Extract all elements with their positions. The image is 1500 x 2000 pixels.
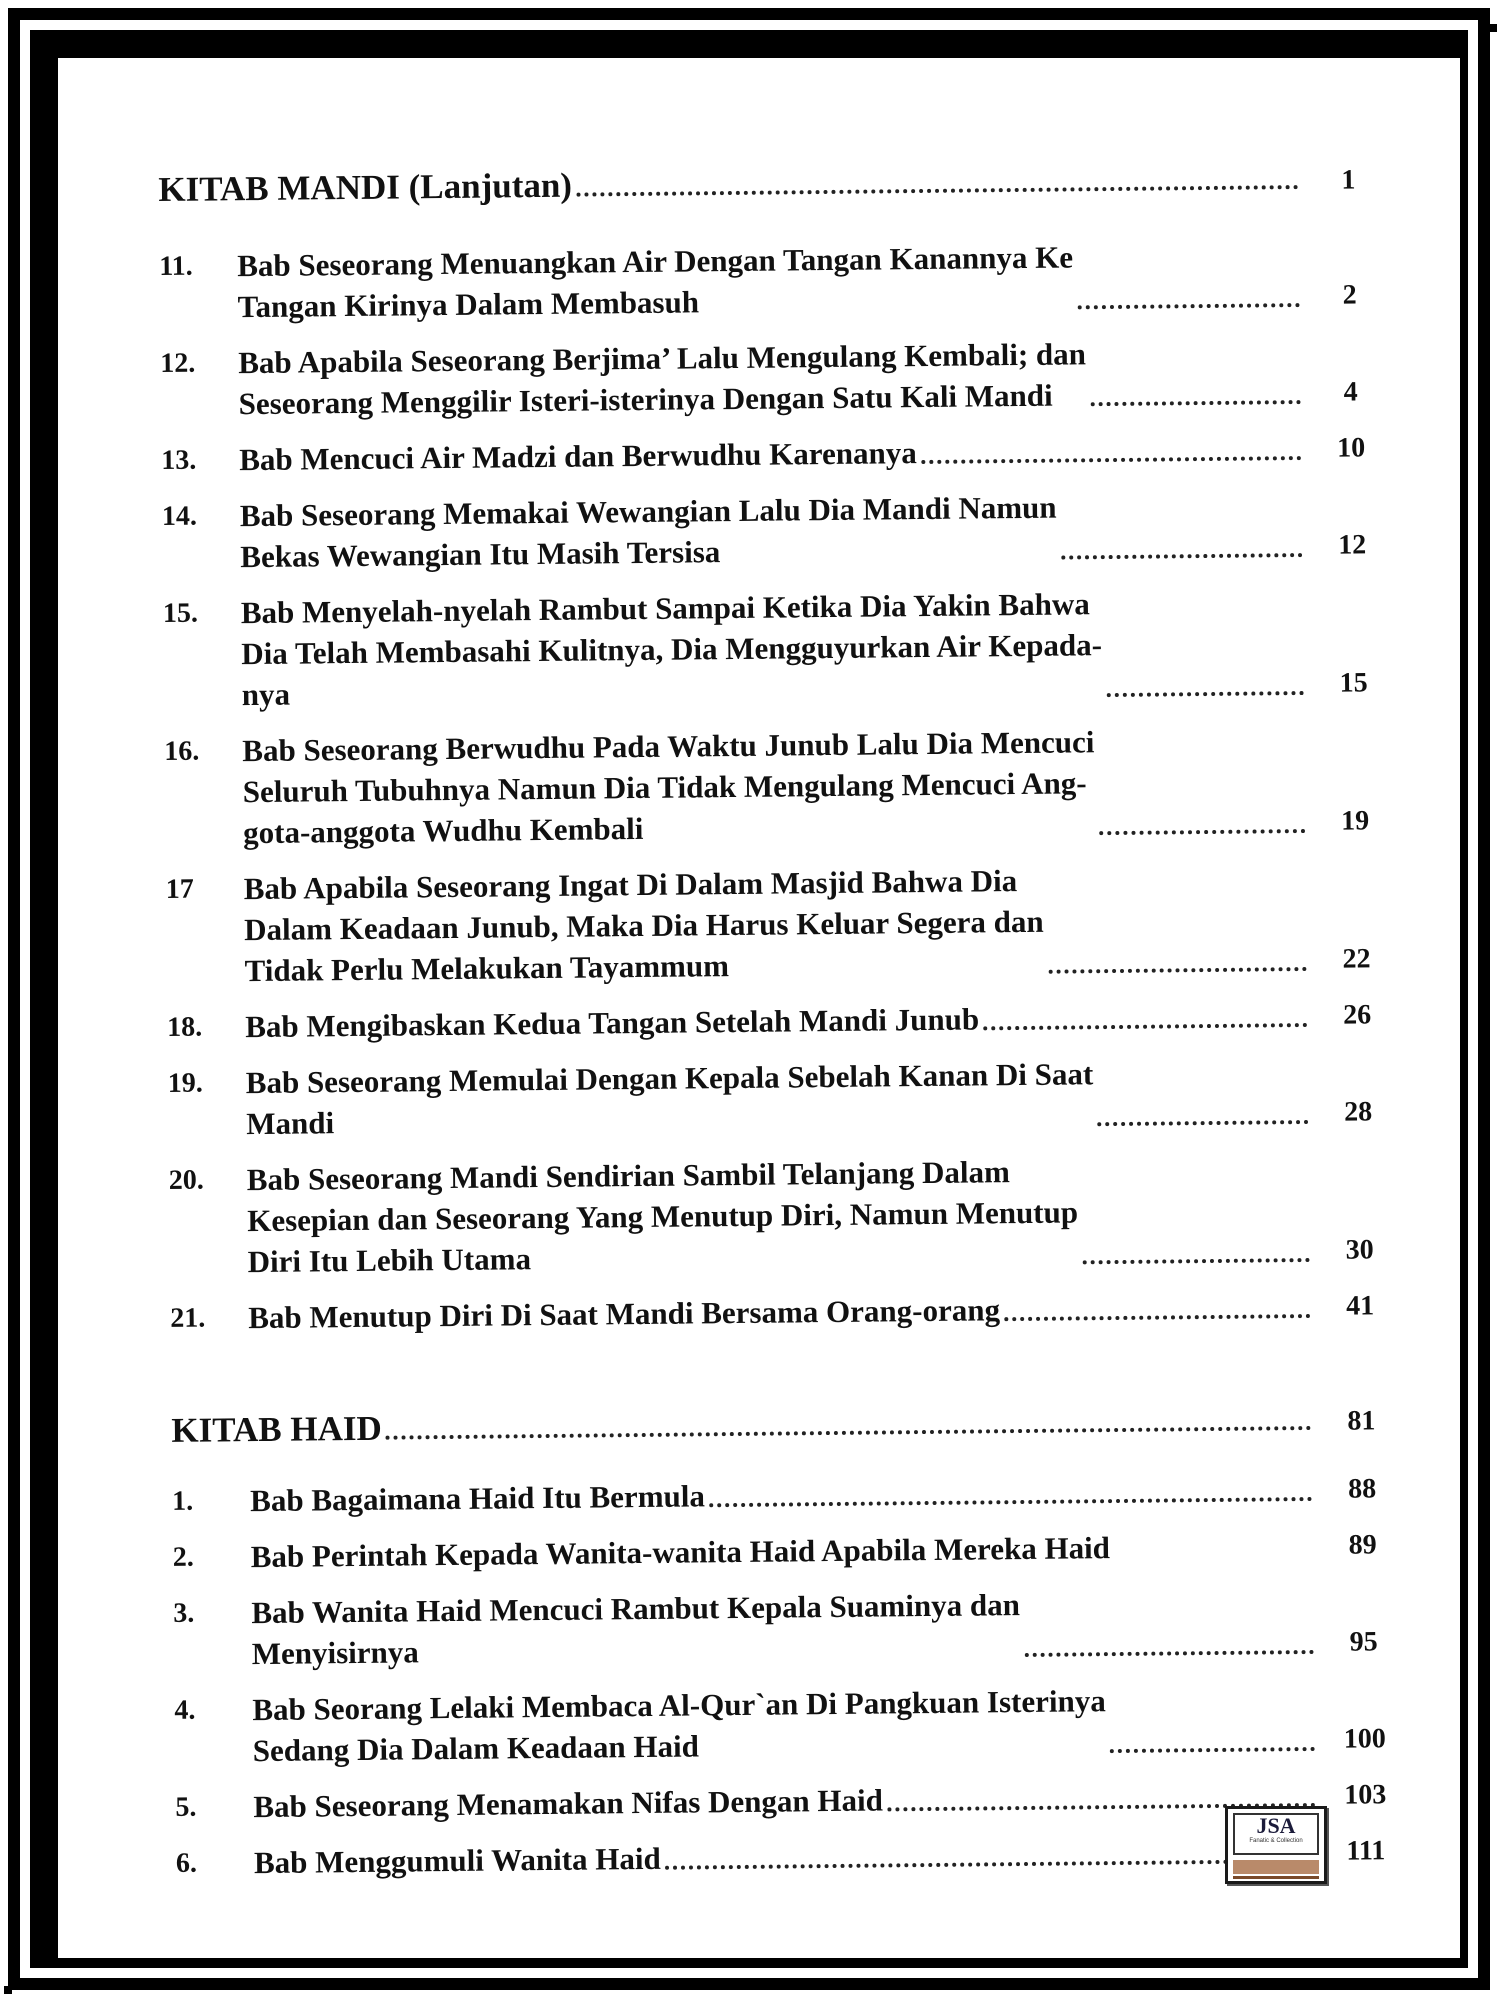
entry-title: Bab Menyelah-nyelah Rambut Sampai Ketika Dia Yakin Bahwa Dia Telah Membasahi Kulitnya, Dia Mengguyurkan Air Kepada- nya <box>240 586 1103 713</box>
corner-mark <box>1489 24 1497 32</box>
page-number: 111 <box>1346 1835 1386 1867</box>
logo-shelf-line <box>1233 1876 1319 1879</box>
dot-leader <box>1061 553 1302 560</box>
entry-number: 13. <box>161 444 197 476</box>
dot-leader <box>665 1859 1316 1870</box>
entry-number: 1. <box>172 1485 194 1517</box>
entry-title: Bab Bagaimana Haid Itu Bermula <box>249 1478 706 1519</box>
toc-entry <box>174 1677 1405 1772</box>
entry-number: 4. <box>174 1694 196 1726</box>
corner-mark <box>4 1986 12 1994</box>
entry-number: 18. <box>167 1011 203 1043</box>
page-number: 81 <box>1347 1405 1376 1437</box>
entry-number: 6. <box>175 1847 198 1879</box>
dot-leader <box>1099 829 1305 835</box>
page-number: 30 <box>1345 1234 1374 1266</box>
entry-number: 14. <box>161 500 198 532</box>
page-number: 10 <box>1337 432 1366 464</box>
entry-title: Bab Seseorang Memulai Dengan Kepala Sebelah Kanan Di Saat Mandi <box>245 1056 1094 1142</box>
dot-leader <box>983 1023 1307 1030</box>
entry-title: Bab Seseorang Mandi Sendirian Sambil Telanjang Dalam Kesepian dan Seseorang Yang Menutup Diri, Namun Menutup Diri Itu Lebih Utama <box>246 1154 1079 1280</box>
toc-entry <box>159 233 1390 328</box>
page-number: 103 <box>1344 1779 1387 1811</box>
entry-title: Bab Perintah Kepada Wanita-wanita Haid Apabila Mereka Haid <box>250 1530 1111 1575</box>
table-of-contents <box>158 135 1406 1899</box>
logo-text: JSA <box>1256 1813 1296 1838</box>
toc-entry <box>170 1285 1400 1339</box>
logo-subtext: Fanatic & Collection <box>1249 1838 1303 1844</box>
section-heading-text: KITAB MANDI (Lanjutan) <box>158 165 573 209</box>
entry-number: 17 <box>165 873 194 905</box>
entry-number: 16. <box>164 735 200 767</box>
section-heading-kitab-mandi <box>158 157 1388 210</box>
entry-number: 12. <box>160 347 196 379</box>
toc-entry <box>172 1468 1402 1522</box>
dot-leader <box>1004 1314 1310 1321</box>
entry-title: Bab Seseorang Menamakan Nifas Dengan Haid <box>253 1782 884 1825</box>
entry-title: Bab Seseorang Berwudhu Pada Waktu Junub Lalu Dia Mencuci Seluruh Tubuhnya Namun Dia Tidak Mengulang Mencuci Ang- gota-anggota Wudhu Kembali <box>242 724 1095 851</box>
toc-entry <box>169 1147 1400 1283</box>
dot-leader <box>1098 1120 1309 1126</box>
page-number: 28 <box>1343 1096 1373 1128</box>
toc-entry <box>163 580 1394 716</box>
entry-title: Bab Seorang Lelaki Membaca Al-Qur`an Di Pangkuan Isterinya Sedang Dia Dalam Keadaan Haid <box>252 1683 1106 1769</box>
entry-title: Bab Apabila Seseorang Berjima’ Lalu Mengulang Kembali; dan Seseorang Menggilir Isteri-isterinya Dengan Satu Kali Mandi <box>238 336 1087 422</box>
entry-title: Bab Seseorang Menuangkan Air Dengan Tangan Kanannya Ke Tangan Kirinya Dalam Membasuh <box>237 239 1074 325</box>
entry-title: Bab Mencuci Air Madzi dan Berwudhu Karenanya <box>239 435 917 478</box>
entry-title: Bab Apabila Seseorang Ingat Di Dalam Masjid Bahwa Dia Dalam Keadaan Junub, Maka Dia Harus Keluar Segera dan Tidak Perlu Melakukan Tayammum <box>243 863 1044 989</box>
dot-leader <box>1077 303 1299 309</box>
section-heading-text: KITAB HAID <box>171 1408 382 1450</box>
entry-number: 15. <box>162 597 199 629</box>
page-number: 15 <box>1339 667 1368 699</box>
logo-plate <box>1233 1813 1319 1855</box>
dot-leader <box>1048 967 1307 974</box>
entry-number: 2. <box>172 1541 194 1573</box>
dot-leader <box>1083 1258 1310 1264</box>
page-number: 26 <box>1342 999 1372 1031</box>
entry-number: 19. <box>167 1067 203 1099</box>
dot-leader <box>1024 1650 1313 1657</box>
dot-leader <box>1106 691 1303 697</box>
toc-entry <box>164 718 1395 854</box>
publisher-logo <box>1225 1806 1327 1884</box>
toc-entry <box>160 330 1391 425</box>
dot-leader <box>386 1426 1312 1440</box>
dot-leader <box>576 185 1298 197</box>
entry-number: 21. <box>170 1302 206 1334</box>
toc-entry <box>166 856 1397 992</box>
dot-leader <box>1110 1747 1315 1753</box>
dot-leader <box>1090 400 1300 406</box>
page-number: 2 <box>1342 279 1357 311</box>
entry-number: 5. <box>175 1791 197 1823</box>
entry-number: 11. <box>159 250 193 282</box>
page-number: 89 <box>1348 1529 1377 1561</box>
toc-entry <box>173 1524 1403 1578</box>
entry-title: Bab Seseorang Memakai Wewangian Lalu Dia Mandi Namun Bekas Wewangian Itu Masih Tersisa <box>239 489 1057 575</box>
toc-entry <box>173 1580 1404 1675</box>
page-number: 19 <box>1340 805 1370 837</box>
page-number: 4 <box>1343 376 1358 408</box>
toc-entry <box>175 1774 1405 1828</box>
section-heading-kitab-haid <box>171 1398 1401 1451</box>
entry-number: 3. <box>173 1597 195 1629</box>
toc-entry <box>162 483 1393 578</box>
page-number: 41 <box>1346 1290 1375 1322</box>
page-number: 100 <box>1343 1723 1386 1755</box>
page-number: 22 <box>1342 943 1371 975</box>
toc-entry <box>176 1830 1406 1884</box>
toc-entry <box>168 1050 1399 1145</box>
page-number: 88 <box>1347 1473 1377 1505</box>
entry-title: Bab Mengibaskan Kedua Tangan Setelah Mandi Junub <box>245 1001 980 1045</box>
toc-entry <box>167 994 1397 1048</box>
entry-title: Bab Menutup Diri Di Saat Mandi Bersama Orang-orang <box>248 1292 1001 1336</box>
toc-entry <box>161 427 1391 481</box>
entry-number: 20. <box>168 1164 204 1196</box>
page-number: 12 <box>1338 529 1367 561</box>
page-number: 1 <box>1341 164 1356 196</box>
entry-title: Bab Menggumuli Wanita Haid <box>253 1840 661 1881</box>
logo-shelf-bar <box>1233 1860 1319 1874</box>
scanned-page <box>58 58 1460 1958</box>
entry-title: Bab Wanita Haid Mencuci Rambut Kepala Suaminya dan Menyisirnya <box>251 1587 1021 1672</box>
dot-leader <box>709 1497 1312 1507</box>
dot-leader <box>921 456 1302 464</box>
page-number: 95 <box>1349 1626 1378 1658</box>
